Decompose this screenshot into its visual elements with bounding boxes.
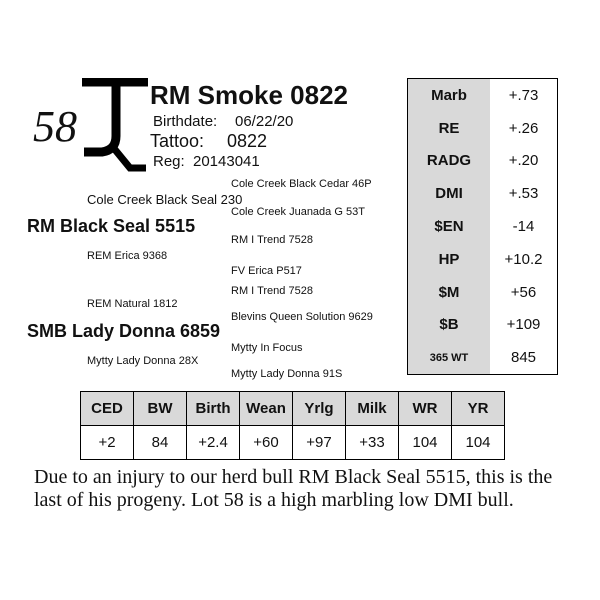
epd-label: $B (408, 308, 490, 341)
dam-dam: Mytty Lady Donna 28X (87, 355, 199, 367)
col-header-ced: CED (81, 392, 134, 426)
dam-sire-sire: RM I Trend 7528 (231, 285, 313, 297)
reg-value: 20143041 (193, 153, 260, 170)
epd-table (407, 78, 558, 375)
epd-label: 365 WT (408, 341, 490, 374)
epd-value: +56 (510, 283, 537, 301)
sire-dam-dam: FV Erica P517 (231, 265, 302, 277)
epd-value: 845 (510, 349, 537, 367)
sire-dam: REM Erica 9368 (87, 250, 168, 262)
sire-sire: Cole Creek Black Seal 230 (87, 192, 243, 207)
lot-number: 58 (33, 102, 77, 151)
performance-table (80, 391, 505, 460)
sire-sire-sire: Cole Creek Black Cedar 46P (231, 178, 372, 190)
epd-label: RE (408, 112, 490, 145)
col-header-bw: BW (134, 392, 187, 426)
dam: SMB Lady Donna 6859 (27, 321, 221, 341)
epd-row-365wt (408, 341, 557, 374)
epd-value: +.26 (508, 119, 539, 137)
epd-row-en (408, 210, 557, 243)
dam-dam-dam: Mytty Lady Donna 91S (231, 368, 343, 380)
col-header-wr: WR (399, 392, 452, 426)
sire: RM Black Seal 5515 (27, 216, 196, 236)
birthdate-label: Birthdate: (153, 113, 218, 130)
epd-value: +.53 (508, 185, 539, 203)
dam-sire-dam: Blevins Queen Solution 9629 (231, 311, 373, 323)
epd-label: RADG (408, 145, 490, 178)
reg-label: Reg: (153, 153, 185, 170)
epd-row-dmi (408, 177, 557, 210)
sire-sire-dam: Cole Creek Juanada G 53T (231, 206, 365, 218)
epd-label: DMI (408, 177, 490, 210)
sire-dam-sire: RM I Trend 7528 (231, 234, 313, 246)
value-bw: 84 (134, 426, 187, 460)
value-wean: +60 (240, 426, 293, 460)
value-birth: +2.4 (187, 426, 240, 460)
epd-row-b (408, 308, 557, 341)
performance-value-row (81, 426, 505, 460)
epd-row-radg (408, 145, 557, 178)
epd-row-marb (408, 79, 557, 112)
epd-value: -14 (512, 218, 535, 236)
performance-header-row (81, 392, 505, 426)
col-header-yr: YR (452, 392, 505, 426)
epd-label: $EN (408, 210, 490, 243)
value-yrlg: +97 (293, 426, 346, 460)
epd-row-hp (408, 243, 557, 276)
epd-label: $M (408, 276, 490, 309)
epd-value: +.73 (508, 86, 539, 104)
value-wr: 104 (399, 426, 452, 460)
dam-sire: REM Natural 1812 (87, 298, 178, 310)
col-header-birth: Birth (187, 392, 240, 426)
epd-label: Marb (408, 79, 490, 112)
epd-value: +.20 (508, 152, 539, 170)
epd-label: HP (408, 243, 490, 276)
value-yr: 104 (452, 426, 505, 460)
col-header-wean: Wean (240, 392, 293, 426)
epd-value: +10.2 (504, 250, 543, 268)
dam-dam-sire: Mytty In Focus (231, 342, 303, 354)
lot-description: Due to an injury to our herd bull RM Black Seal 5515, this is the last of his progeny. Lot 58 is a high marbling low DMI bull. (34, 466, 553, 511)
birthdate-value: 06/22/20 (235, 113, 294, 130)
col-header-milk: Milk (346, 392, 399, 426)
value-milk: +33 (346, 426, 399, 460)
tattoo-value: 0822 (227, 131, 268, 151)
tattoo-label: Tattoo: (150, 131, 205, 151)
value-ced: +2 (81, 426, 134, 460)
epd-value: +109 (506, 316, 541, 334)
epd-row-re (408, 112, 557, 145)
animal-name: RM Smoke 0822 (150, 80, 348, 110)
epd-row-m (408, 276, 557, 309)
col-header-yrlg: Yrlg (293, 392, 346, 426)
brand-icon (72, 78, 152, 178)
